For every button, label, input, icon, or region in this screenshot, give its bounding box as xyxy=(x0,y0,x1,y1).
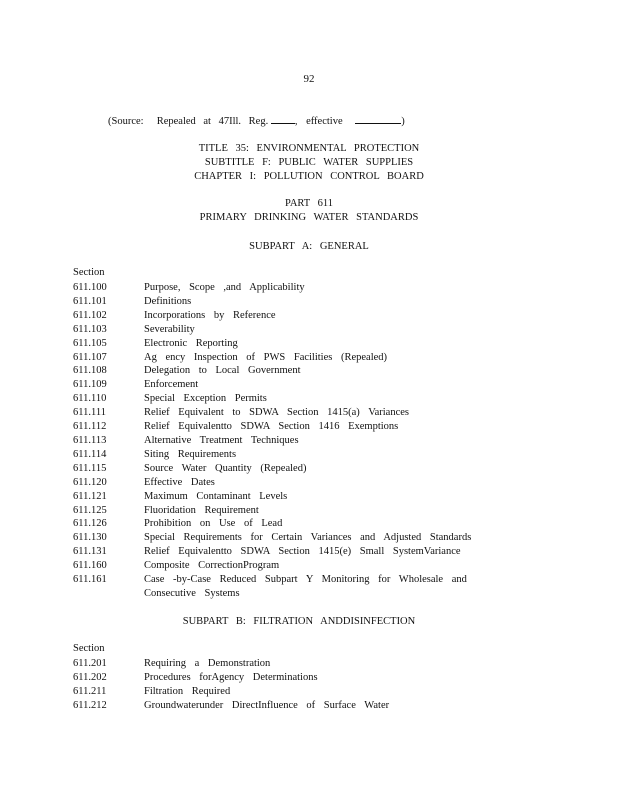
section-number: 611.161 xyxy=(73,574,107,586)
section-title: Ag ency Inspection of PWS Facilities (Repealed) xyxy=(144,351,388,363)
toc-row xyxy=(73,657,533,671)
section-title: Relief Equivalentto SDWA Section 1415(e) Small SystemVariance xyxy=(144,546,461,558)
toc-row xyxy=(73,295,533,309)
section-number: 611.105 xyxy=(73,337,107,349)
section-label: Section xyxy=(73,643,105,654)
title-line: TITLE 35: ENVIRONMENTAL PROTECTION xyxy=(198,143,420,154)
toc-row xyxy=(73,699,533,713)
section-number: 611.131 xyxy=(73,546,107,558)
section-title: Effective Dates xyxy=(144,476,215,488)
register-blank xyxy=(271,123,295,124)
section-title: Source Water Quantity (Repealed) xyxy=(144,462,307,474)
toc-row xyxy=(73,420,533,434)
section-number: 611.107 xyxy=(73,351,107,363)
section-title: Special Exception Permits xyxy=(144,393,267,405)
section-number: 611.202 xyxy=(73,671,107,683)
section-number: 611.110 xyxy=(73,393,107,405)
source-note xyxy=(108,116,428,127)
toc-row xyxy=(73,337,533,351)
section-title: Filtration Required xyxy=(144,685,231,697)
section-title: Delegation to Local Government xyxy=(144,365,301,377)
section-title: Relief Equivalentto SDWA Section 1416 Exemptions xyxy=(144,421,399,433)
section-number: 611.201 xyxy=(73,658,107,669)
toc-row xyxy=(73,504,533,518)
section-number: 611.212 xyxy=(73,699,107,711)
toc-row xyxy=(73,517,533,531)
section-number: 611.211 xyxy=(73,685,107,697)
section-title: Maximum Contaminant Levels xyxy=(144,490,288,502)
toc-row xyxy=(73,434,533,448)
subtitle-line: SUBTITLE F: PUBLIC WATER SUPPLIES xyxy=(204,157,414,168)
section-number: 611.102 xyxy=(73,309,107,321)
subpart-a-heading: SUBPART A: GENERAL xyxy=(249,241,369,252)
section-number: 611.114 xyxy=(73,448,107,460)
effective-date-blank xyxy=(355,123,401,124)
section-title: Definitions xyxy=(144,295,192,307)
section-number: 611.160 xyxy=(73,560,107,572)
toc-row xyxy=(73,559,533,573)
section-title: Requiring a Demonstration xyxy=(144,658,271,669)
section-title: Purpose, Scope ,and Applicability xyxy=(144,282,305,293)
toc-row xyxy=(73,448,533,462)
toc-row xyxy=(73,531,533,545)
section-title: Enforcement xyxy=(144,379,199,391)
section-title: Electronic Reporting xyxy=(144,337,238,349)
toc-row xyxy=(73,323,533,337)
section-title: Case -by-Case Reduced Subpart Y Monitoring for Wholesale and Consecutive Systems xyxy=(144,574,467,599)
section-title: Procedures forAgency Determinations xyxy=(144,671,318,683)
toc-row xyxy=(73,573,533,601)
subpart-a-section-list xyxy=(73,281,533,601)
section-number: 611.120 xyxy=(73,476,107,488)
part-line: PART 611 xyxy=(284,198,334,209)
section-number: 611.121 xyxy=(73,490,107,502)
toc-row xyxy=(73,281,533,295)
page-number: 92 xyxy=(303,73,315,85)
section-number: 611.126 xyxy=(73,518,107,530)
section-number: 611.112 xyxy=(73,421,107,433)
toc-row xyxy=(73,378,533,392)
section-title: Alternative Treatment Techniques xyxy=(144,434,299,446)
toc-row xyxy=(73,476,533,490)
toc-row xyxy=(73,309,533,323)
section-title: Severability xyxy=(144,323,195,335)
section-number: 611.125 xyxy=(73,504,107,516)
toc-row xyxy=(73,364,533,378)
section-title: Groundwaterunder DirectInfluence of Surface Water xyxy=(144,699,390,711)
chapter-line: CHAPTER I: POLLUTION CONTROL BOARD xyxy=(194,171,424,182)
subpart-b-section-list xyxy=(73,657,533,713)
source-effective-text: , effective xyxy=(294,116,343,127)
source-repealed-text: Repealed at 47Ill. Reg. xyxy=(156,116,269,127)
section-label: Section xyxy=(73,267,105,278)
toc-row xyxy=(73,406,533,420)
section-title: Special Requirements for Certain Variances and Adjusted Standards xyxy=(144,532,472,544)
source-close: ) xyxy=(401,116,405,127)
section-number: 611.130 xyxy=(73,532,107,544)
toc-row xyxy=(73,671,533,685)
section-number: 611.111 xyxy=(73,407,106,419)
section-title: Siting Requirements xyxy=(144,448,237,460)
toc-row xyxy=(73,351,533,365)
section-number: 611.103 xyxy=(73,323,107,335)
source-prefix: (Source: xyxy=(108,116,144,127)
toc-row xyxy=(73,392,533,406)
section-title: Incorporations by Reference xyxy=(144,309,276,321)
title-block xyxy=(0,142,618,184)
section-number: 611.101 xyxy=(73,295,107,307)
section-title: Relief Equivalent to SDWA Section 1415(a) Variances xyxy=(144,407,410,419)
toc-row xyxy=(73,545,533,559)
part-block xyxy=(0,197,618,225)
toc-row xyxy=(73,490,533,504)
toc-row xyxy=(73,462,533,476)
section-number: 611.100 xyxy=(73,282,107,293)
section-number: 611.113 xyxy=(73,434,107,446)
toc-row xyxy=(73,685,533,699)
section-number: 611.108 xyxy=(73,365,107,377)
section-number: 611.109 xyxy=(73,379,107,391)
part-name-line: PRIMARY DRINKING WATER STANDARDS xyxy=(199,212,419,223)
section-title: Prohibition on Use of Lead xyxy=(144,518,283,530)
section-number: 611.115 xyxy=(73,462,107,474)
subpart-b-heading: SUBPART B: FILTRATION ANDDISINFECTION xyxy=(182,616,416,627)
section-title: Fluoridation Requirement xyxy=(144,504,259,516)
section-title: Composite CorrectionProgram xyxy=(144,560,280,572)
